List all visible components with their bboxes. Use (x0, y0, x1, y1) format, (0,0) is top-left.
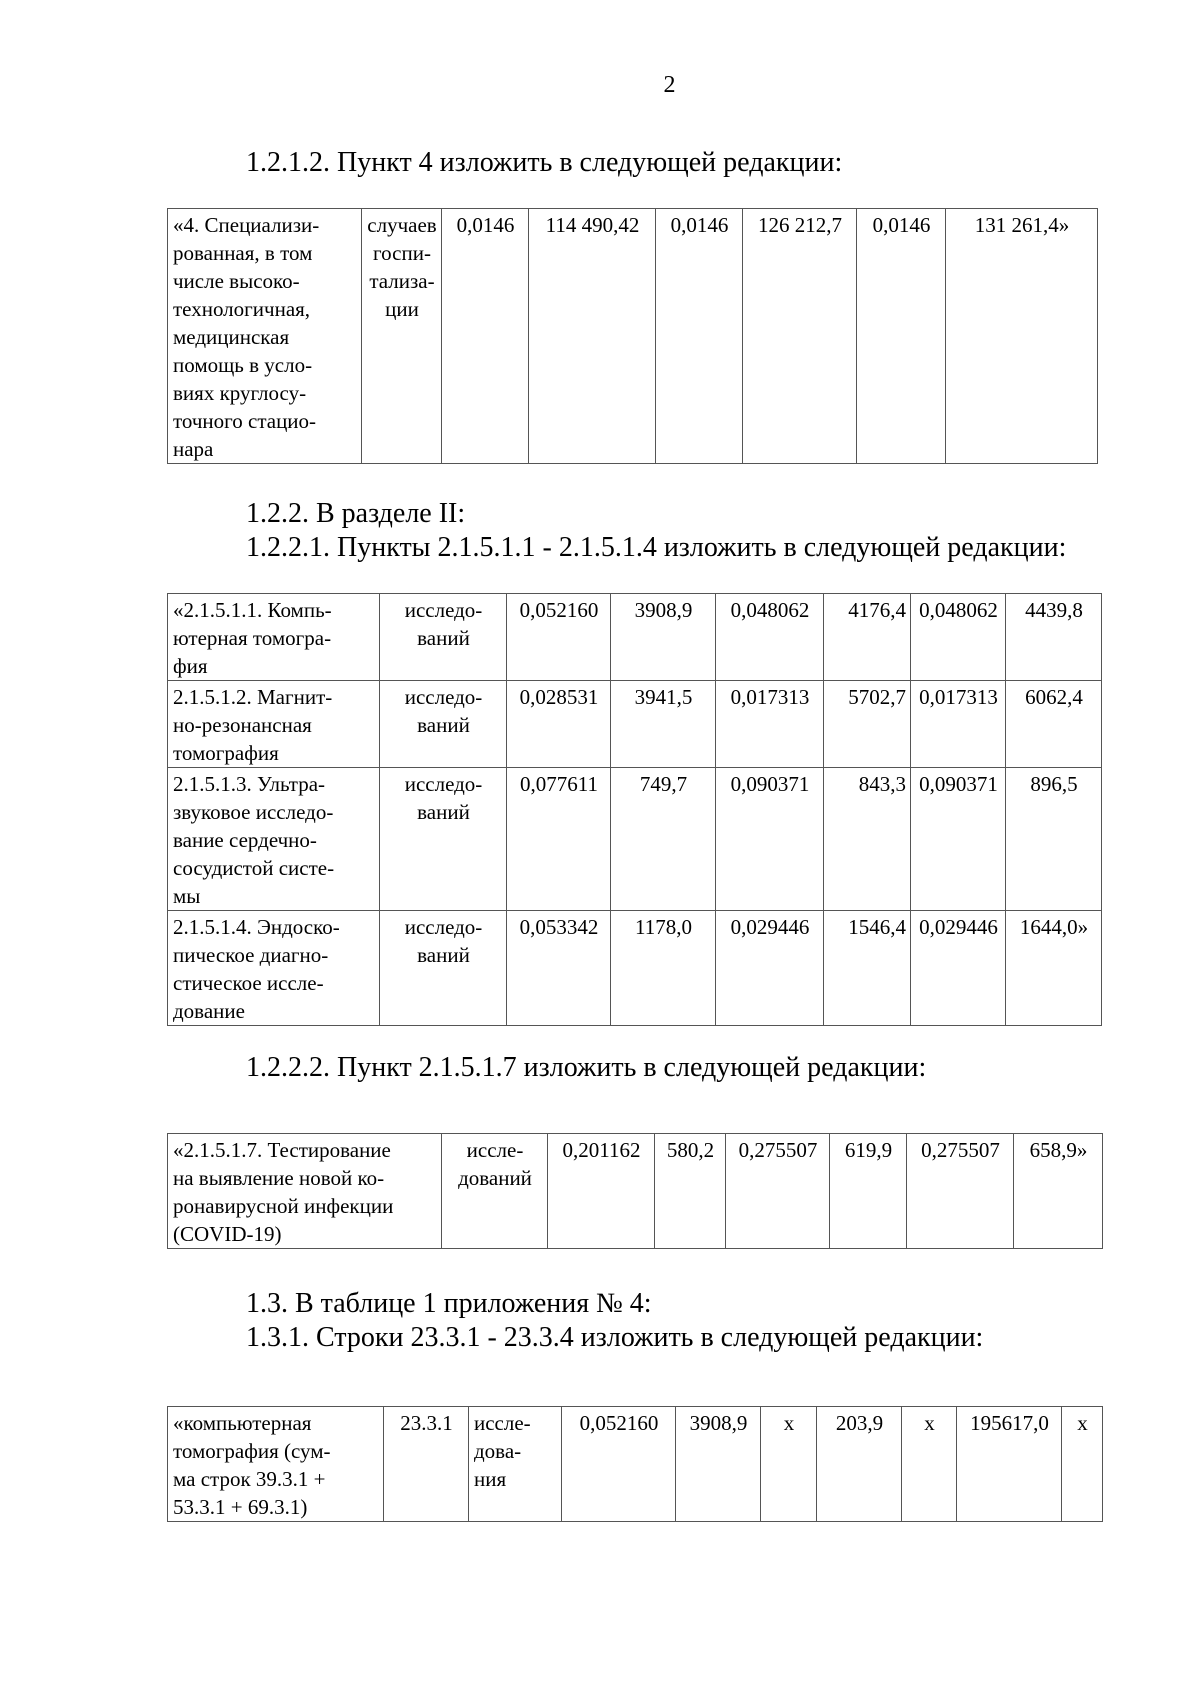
value-cell: 1178,0 (611, 911, 716, 1026)
row-label: «компьютерная томография (сум- ма строк 39.3.1 + 53.3.1 + 69.3.1) (168, 1407, 384, 1522)
value-cell: 0,028531 (507, 681, 611, 768)
value-cell: 0,017313 (911, 681, 1006, 768)
value-cell: 749,7 (611, 768, 716, 911)
value-cell: 203,9 (817, 1407, 902, 1522)
table-row (168, 1407, 1103, 1522)
value-cell: 4176,4 (824, 594, 911, 681)
table-row (168, 209, 1098, 464)
value-cell: 0,0146 (857, 209, 946, 464)
value-cell: 0,048062 (716, 594, 824, 681)
value-cell: 843,3 (824, 768, 911, 911)
value-cell: 0,052160 (507, 594, 611, 681)
table-diagnostics (167, 593, 1102, 1026)
value-cell: 114 490,42 (529, 209, 656, 464)
value-cell: х (1062, 1407, 1103, 1522)
value-cell: 0,077611 (507, 768, 611, 911)
unit-cell: исследо- ваний (380, 768, 507, 911)
table-row (168, 681, 1102, 768)
table-hospitalization (167, 208, 1098, 464)
table-covid (167, 1133, 1103, 1249)
value-cell: 580,2 (655, 1134, 726, 1249)
section-subheading: 1.3.1. Строки 23.3.1 - 23.3.4 изложить в следующей редакции: (246, 1322, 984, 1353)
section-heading: 1.3. В таблице 1 приложения № 4: (246, 1288, 652, 1319)
row-label: «4. Специализи- рованная, в том числе высоко- технологичная, медицинская помощь в усло- виях круглосу- точного стацио- нара (168, 209, 362, 464)
unit-cell: исследо- ваний (380, 681, 507, 768)
row-label: «2.1.5.1.1. Компь- ютерная томогра- фия (168, 594, 380, 681)
section-subheading: 1.2.2.1. Пункты 2.1.5.1.1 - 2.1.5.1.4 изложить в следующей редакции: (246, 532, 1067, 563)
value-cell: 0,090371 (716, 768, 824, 911)
value-cell: 1644,0» (1006, 911, 1102, 1026)
page-number: 2 (663, 72, 676, 98)
value-cell: 619,9 (830, 1134, 907, 1249)
value-cell: 0,017313 (716, 681, 824, 768)
value-cell: х (902, 1407, 957, 1522)
row-label: 2.1.5.1.2. Магнит- но-резонансная томография (168, 681, 380, 768)
value-cell: 1546,4 (824, 911, 911, 1026)
row-label: 2.1.5.1.4. Эндоско- пическое диагно- стическое иссле- дование (168, 911, 380, 1026)
value-cell: х (761, 1407, 817, 1522)
section-heading: 1.2.1.2. Пункт 4 изложить в следующей редакции: (246, 147, 843, 178)
value-cell: 0,048062 (911, 594, 1006, 681)
table-row (168, 1134, 1103, 1249)
table-row (168, 594, 1102, 681)
value-cell: 131 261,4» (946, 209, 1098, 464)
value-cell: 0,029446 (911, 911, 1006, 1026)
value-cell: 896,5 (1006, 768, 1102, 911)
value-cell: 0,275507 (726, 1134, 830, 1249)
value-cell: 0,029446 (716, 911, 824, 1026)
value-cell: 4439,8 (1006, 594, 1102, 681)
unit-cell: исследо- ваний (380, 911, 507, 1026)
section-heading: 1.2.2. В разделе II: (246, 498, 466, 529)
value-cell: 3908,9 (676, 1407, 761, 1522)
value-cell: 6062,4 (1006, 681, 1102, 768)
value-cell: 0,052160 (562, 1407, 676, 1522)
value-cell: 3941,5 (611, 681, 716, 768)
unit-cell: иссле- дований (442, 1134, 548, 1249)
unit-cell: случаев госпи- тализа- ции (362, 209, 442, 464)
value-cell: 5702,7 (824, 681, 911, 768)
value-cell: 0,201162 (548, 1134, 655, 1249)
table-appendix4 (167, 1406, 1103, 1522)
unit-cell: иссле- дова- ния (469, 1407, 562, 1522)
section-heading: 1.2.2.2. Пункт 2.1.5.1.7 изложить в следующей редакции: (246, 1052, 927, 1083)
table-row (168, 911, 1102, 1026)
value-cell: 3908,9 (611, 594, 716, 681)
unit-cell: исследо- ваний (380, 594, 507, 681)
value-cell: 126 212,7 (743, 209, 857, 464)
value-cell: 658,9» (1014, 1134, 1103, 1249)
value-cell: 0,0146 (442, 209, 529, 464)
value-cell: 195617,0 (957, 1407, 1062, 1522)
row-label: 2.1.5.1.3. Ультра- звуковое исследо- вание сердечно- сосудистой систе- мы (168, 768, 380, 911)
value-cell: 0,0146 (656, 209, 743, 464)
table-row (168, 768, 1102, 911)
row-label: «2.1.5.1.7. Тестирование на выявление новой ко- ронавирусной инфекции (COVID-19) (168, 1134, 442, 1249)
row-number-cell: 23.3.1 (384, 1407, 469, 1522)
value-cell: 0,090371 (911, 768, 1006, 911)
value-cell: 0,053342 (507, 911, 611, 1026)
value-cell: 0,275507 (907, 1134, 1014, 1249)
